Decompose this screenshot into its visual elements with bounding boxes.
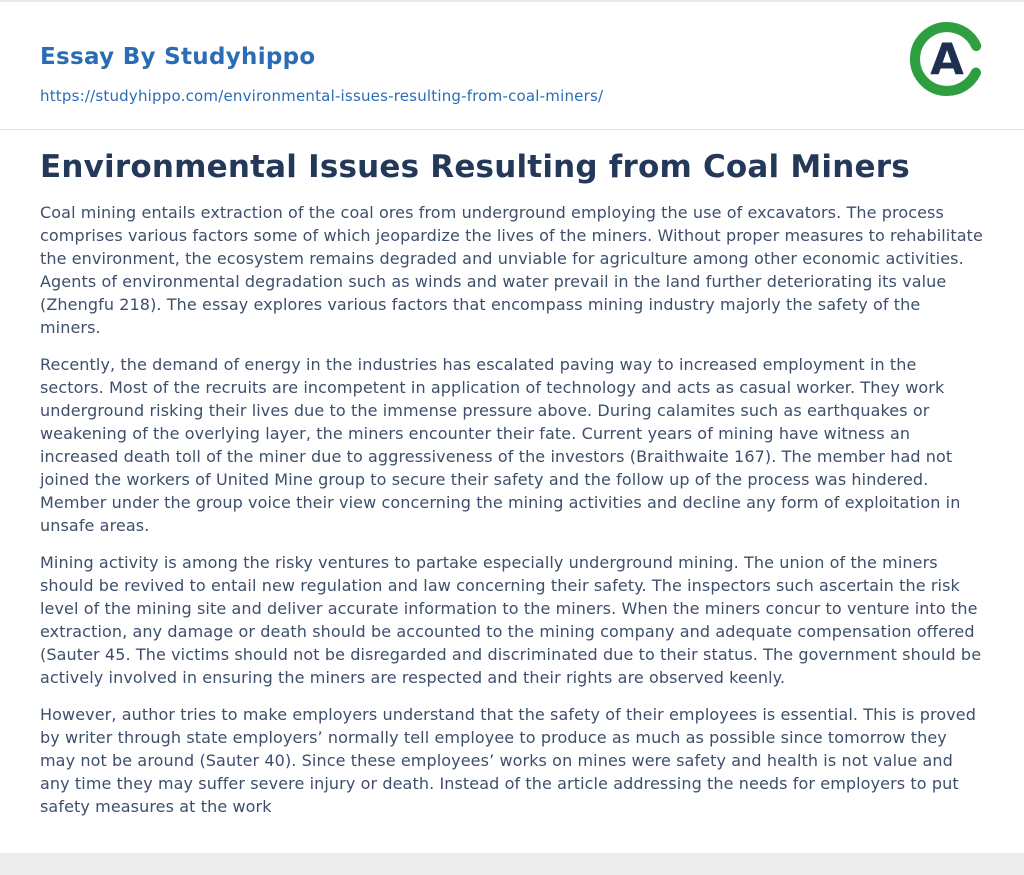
- logo-letter: A: [930, 34, 964, 86]
- site-title: Essay By Studyhippo: [40, 44, 316, 70]
- essay-paragraph-intro: Coal mining entails extraction of the coal ores from underground employing the use of excavators. The process comprises various factors some of which jeopardize the lives of the miners. Without proper measures to rehabilitate the environment, the ecosystem remains degraded and unviable for agriculture among other economic activities. Agents of environmental degradation such as winds and water prevail in the land further deteriorating its value (Zhengfu 218). The essay explores various factors that encompass mining industry majorly the safety of the miners.: [40, 202, 983, 337]
- footer-bar: [0, 853, 1024, 875]
- essay-title: Environmental Issues Resulting from Coal Miners: [40, 149, 910, 185]
- essay-paragraph-employers: However, author tries to make employers understand that the safety of their employees is essential. This is proved by writer through state employers’ normally tell employee to produce as much as possible since tomorrow they may not be around (Sauter 40). Since these employees’ works on mines were safety and health is not value and any time they may suffer severe injury or death. Instead of the article addressing the needs for employers to put safety measures at the work: [40, 704, 976, 816]
- studyhippo-logo: [908, 20, 986, 98]
- essay-paragraph-employment: Recently, the demand of energy in the industries has escalated paving way to increased employment in the sectors. Most of the recruits are incompetent in application of technology and acts as casual worker. They work underground risking their lives due to the immense pressure above. During calamites such as earthquakes or weakening of the overlying layer, the miners encounter their fate. Current years of mining have witness an increased death toll of the miner due to aggressiveness of the investors (Braithwaite 167). The member had not joined the workers of United Mine group to secure their safety and the follow up of the process was hindered. Member under the group voice their view concerning the mining activities and decline any form of exploitation in unsafe areas.: [40, 354, 961, 535]
- essay-paragraph-risk: Mining activity is among the risky ventures to partake especially underground mining. The union of the miners should be revived to entail new regulation and law concerning their safety. The inspectors such ascertain the risk level of the mining site and deliver accurate information to the miners. When the miners concur to venture into the extraction, any damage or death should be accounted to the mining company and adequate compensation offered (Sauter 45. The victims should not be disregarded and discriminated due to their status. The government should be actively involved in ensuring the miners are respected and their rights are observed keenly.: [40, 552, 982, 687]
- essay-url-link[interactable]: https://studyhippo.com/environmental-issues-resulting-from-coal-miners/: [40, 87, 604, 105]
- studyhippo-logo-icon: [908, 20, 986, 98]
- essay-content: [0, 130, 1024, 818]
- page-header: [0, 2, 1024, 105]
